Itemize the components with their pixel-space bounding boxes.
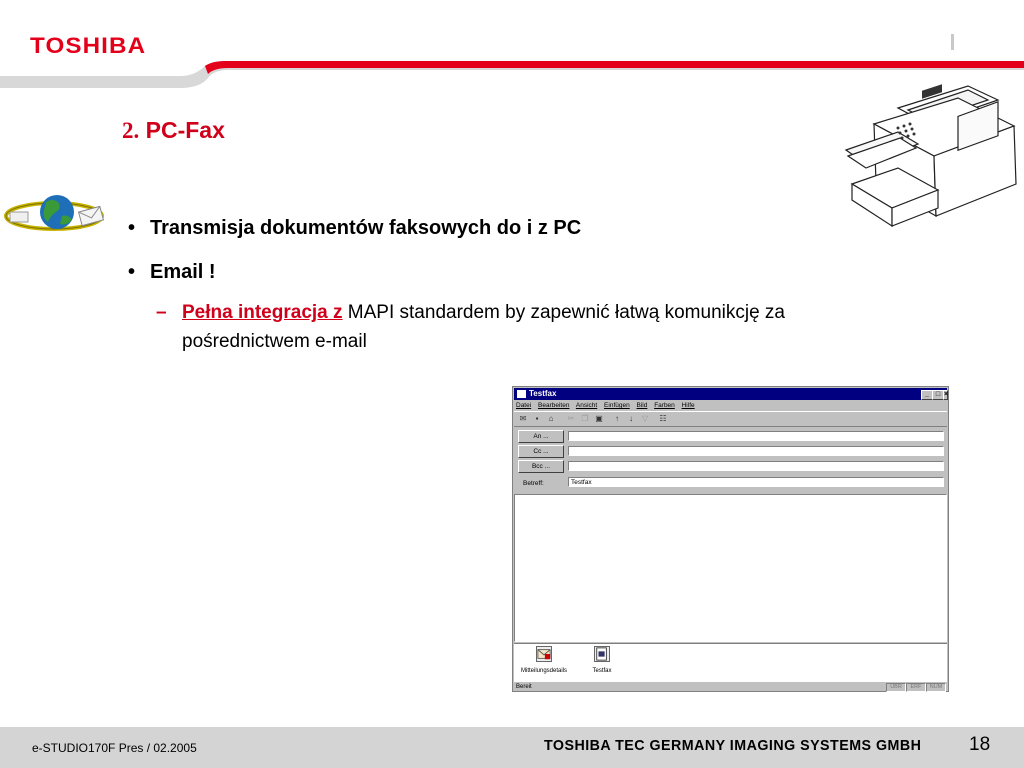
subject-label: Betreff:: [523, 480, 544, 487]
sub-bullet-item: [156, 298, 916, 356]
bullet-marker: •: [128, 217, 136, 239]
attachment-item[interactable]: [588, 646, 616, 674]
message-body[interactable]: [514, 494, 947, 642]
header-mark: [951, 34, 954, 50]
paste-icon[interactable]: ▣: [595, 414, 603, 423]
bullet-marker: •: [128, 261, 136, 283]
sort-icon[interactable]: ▽: [641, 414, 649, 423]
menu-hilfe[interactable]: Hilfe: [681, 402, 695, 409]
envelope-icon: [536, 646, 552, 662]
title-number: 2.: [122, 118, 140, 143]
bcc-field[interactable]: [568, 461, 944, 471]
maximize-button[interactable]: □: [932, 390, 944, 400]
to-button[interactable]: An ...: [518, 430, 564, 443]
menu-bar: [516, 401, 700, 410]
bullet-item: [128, 217, 581, 240]
attachments-pane: [514, 643, 947, 682]
status-indicator-num: NUM: [926, 683, 946, 692]
attach-icon[interactable]: ⌂: [548, 414, 554, 423]
slide-title: [122, 117, 225, 144]
toshiba-logo: TOSHIBA: [30, 33, 147, 58]
cut-icon[interactable]: ✂: [567, 414, 575, 423]
properties-icon[interactable]: ☷: [659, 414, 667, 423]
bullet-text: Email !: [150, 261, 216, 283]
save-icon[interactable]: ▪: [535, 414, 539, 423]
window-title: Testfax: [529, 389, 557, 398]
cc-field[interactable]: [568, 446, 944, 456]
menu-datei[interactable]: Datei: [516, 402, 532, 409]
attachment-item[interactable]: [519, 646, 569, 674]
sub-bullet-text: MAPI standardem by zapewnić łatwą komunikcję za: [342, 302, 785, 323]
minimize-button[interactable]: _: [921, 390, 933, 400]
cc-button[interactable]: Cc ...: [518, 445, 564, 458]
menu-einfuegen[interactable]: Einfügen: [604, 402, 630, 409]
window-titlebar: [514, 388, 947, 400]
menu-farben[interactable]: Farben: [654, 402, 675, 409]
close-button[interactable]: ×: [944, 391, 949, 398]
up-icon[interactable]: ↑: [615, 414, 619, 423]
fax-machine-illustration: [838, 80, 1024, 232]
down-icon[interactable]: ↓: [629, 414, 633, 423]
highlight-link[interactable]: Pełna integracja z: [182, 302, 343, 323]
bcc-button[interactable]: Bcc ...: [518, 460, 564, 473]
status-bar: [514, 683, 947, 691]
subject-field[interactable]: Testfax: [568, 477, 944, 487]
to-field[interactable]: [568, 431, 944, 441]
attachment-label: Testfax: [592, 668, 612, 674]
title-text: PC-Fax: [145, 117, 225, 143]
menu-bearbeiten[interactable]: Bearbeiten: [538, 402, 570, 409]
toolbar: [514, 411, 947, 427]
footer-company-name: TOSHIBA TEC GERMANY IMAGING SYSTEMS GMBH: [544, 737, 922, 754]
menu-bild[interactable]: Bild: [636, 402, 648, 409]
footer-left-text: e-STUDIO170F Pres / 02.2005: [32, 741, 197, 755]
sub-bullet-text-continued: pośrednictwem e-mail: [182, 331, 367, 352]
status-indicator-ubr: ÜBR: [886, 683, 906, 692]
globe-email-icon: [2, 192, 110, 238]
copy-icon[interactable]: ❐: [581, 414, 589, 423]
page-number: 18: [969, 734, 991, 755]
document-icon: [594, 646, 610, 662]
bullet-item: [128, 261, 216, 284]
bullet-text: Transmisja dokumentów faksowych do i z PC: [150, 217, 582, 239]
status-indicator-erf: ERF: [906, 683, 926, 692]
send-icon[interactable]: ✉: [519, 414, 527, 423]
attachment-label: Mitteilungsdetails: [520, 668, 568, 674]
status-text: Bereit: [516, 684, 532, 690]
sub-bullet-marker: –: [156, 302, 167, 323]
menu-ansicht[interactable]: Ansicht: [575, 402, 598, 409]
testfax-window: [512, 386, 949, 692]
app-icon: [517, 390, 526, 398]
